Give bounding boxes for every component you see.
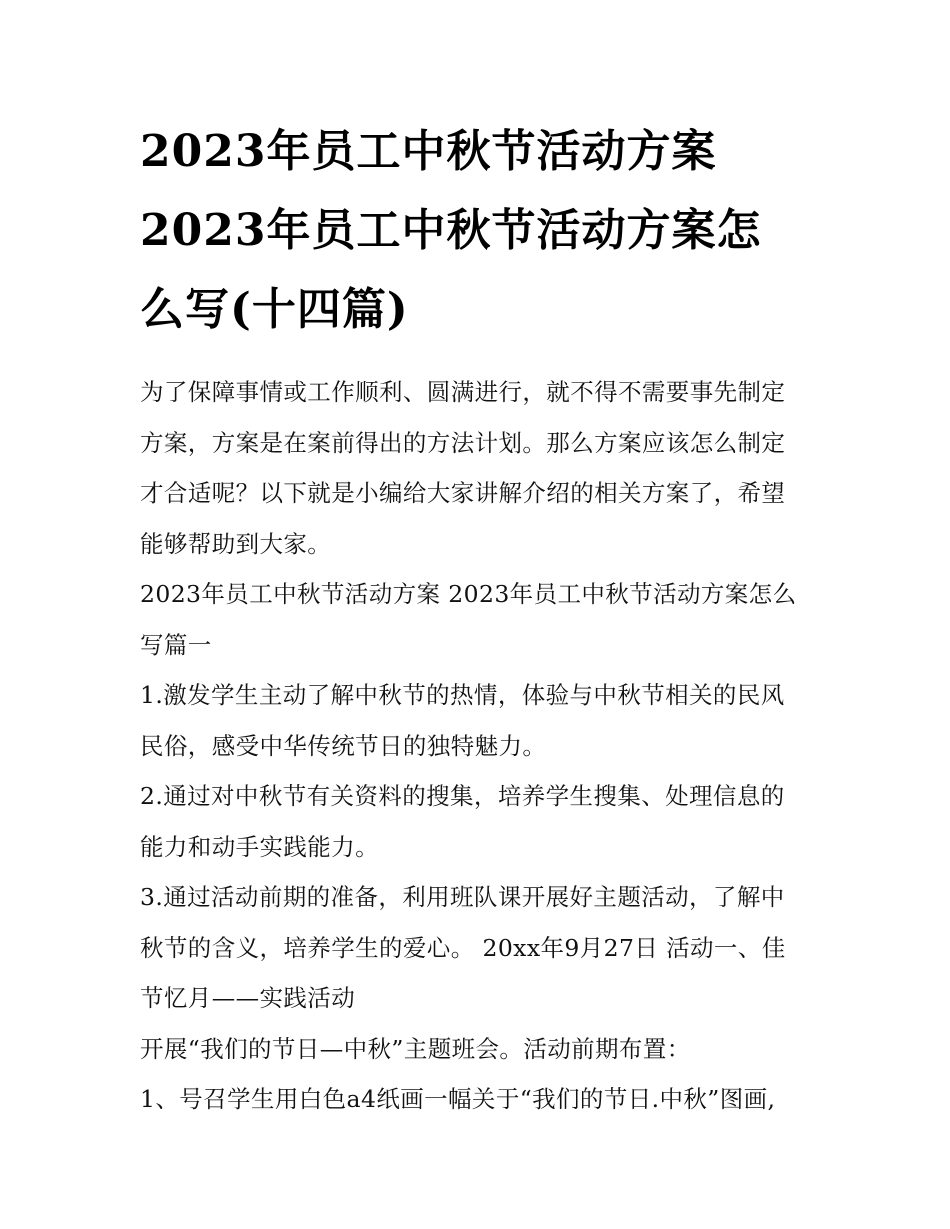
activity-paragraph xyxy=(140,1024,820,1075)
title-line: 2023年员工中秋节活动方案 xyxy=(140,126,717,177)
text-line: 1、号召学生用白色a4纸画一幅关于“我们的节日.中秋”图画, xyxy=(140,1085,776,1113)
text-line: 节忆月——实践活动 xyxy=(140,984,356,1012)
goal-item-2 xyxy=(140,771,820,872)
text-line: 2.通过对中秋节有关资料的搜集，培养学生搜集、处理信息的 xyxy=(140,782,785,810)
goal-item-3 xyxy=(140,872,820,1024)
title-line: 2023年员工中秋节活动方案怎 xyxy=(140,205,762,256)
text-line: 能够帮助到大家。 xyxy=(140,529,332,558)
text-line: 方案，方案是在案前得出的方法计划。那么方案应该怎么制定 xyxy=(140,428,786,457)
text-line: 3.通过活动前期的准备，利用班队课开展好主题活动，了解中 xyxy=(140,883,785,911)
text-line: 写篇一 xyxy=(140,630,212,659)
intro-paragraph xyxy=(140,367,820,569)
text-line: 1.激发学生主动了解中秋节的热情，体验与中秋节相关的民风 xyxy=(140,681,785,709)
document-body xyxy=(140,367,820,1125)
text-line: 开展“我们的节日—中秋”主题班会。活动前期布置： xyxy=(140,1034,691,1063)
text-line: 能力和动手实践能力。 xyxy=(140,832,379,861)
text-line: 民俗，感受中华传统节日的独特魅力。 xyxy=(140,731,547,760)
section-heading xyxy=(140,569,820,670)
task-item-1 xyxy=(140,1074,820,1125)
text-line: 2023年员工中秋节活动方案 2023年员工中秋节活动方案怎么 xyxy=(140,580,797,608)
document-title xyxy=(140,112,820,349)
text-line: 为了保障事情或工作顺利、圆满进行，就不得不需要事先制定 xyxy=(140,378,786,406)
goal-item-1 xyxy=(140,670,820,771)
text-line: 才合适呢？以下就是小编给大家讲解介绍的相关方案了，希望 xyxy=(140,479,786,507)
text-line: 秋节的含义，培养学生的爱心。 20xx年9月27日 活动一、佳 xyxy=(140,933,786,962)
document-page xyxy=(140,112,820,1125)
title-line: 么写(十四篇) xyxy=(140,284,409,335)
